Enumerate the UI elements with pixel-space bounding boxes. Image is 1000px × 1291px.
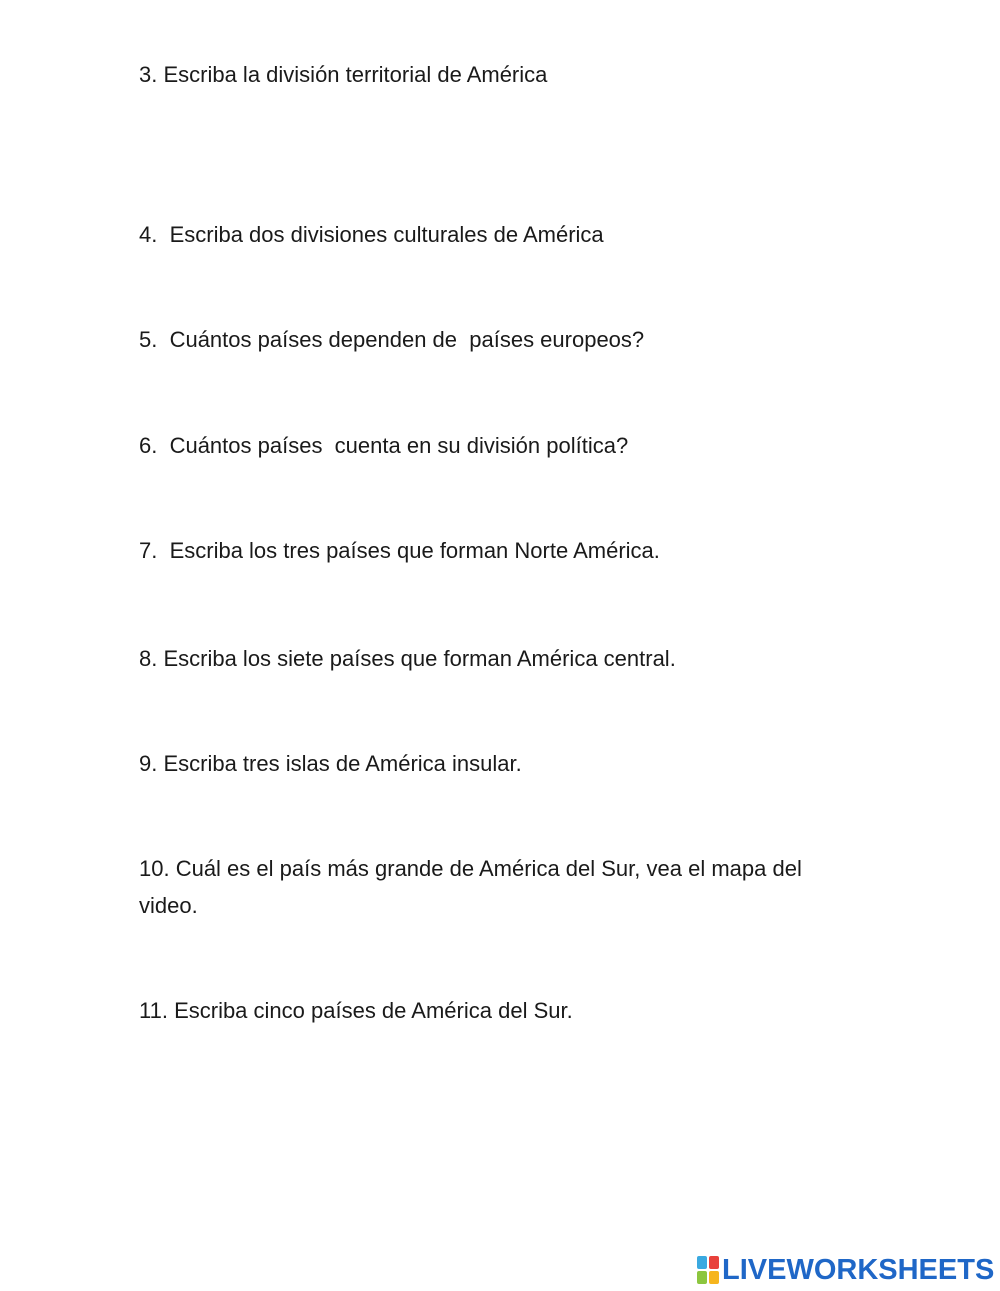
liveworksheets-logo-icon bbox=[697, 1256, 719, 1284]
question-3: 3. Escriba la división territorial de América bbox=[139, 62, 548, 87]
question-8: 8. Escriba los siete países que forman América central. bbox=[139, 646, 676, 671]
question-10: 10. Cuál es el país más grande de América del Sur, vea el mapa del video. bbox=[139, 856, 808, 918]
brand-name: LIVEWORKSHEETS bbox=[722, 1254, 995, 1286]
question-7: 7. Escriba los tres países que forman Norte América. bbox=[139, 538, 660, 563]
liveworksheets-brand bbox=[697, 1252, 994, 1288]
question-11: 11. Escriba cinco países de América del Sur. bbox=[139, 998, 573, 1023]
question-9: 9. Escriba tres islas de América insular. bbox=[139, 751, 522, 776]
question-6: 6. Cuántos países cuenta en su división política? bbox=[139, 433, 629, 458]
question-5: 5. Cuántos países dependen de países europeos? bbox=[139, 327, 645, 352]
question-4: 4. Escriba dos divisiones culturales de América bbox=[139, 222, 604, 247]
